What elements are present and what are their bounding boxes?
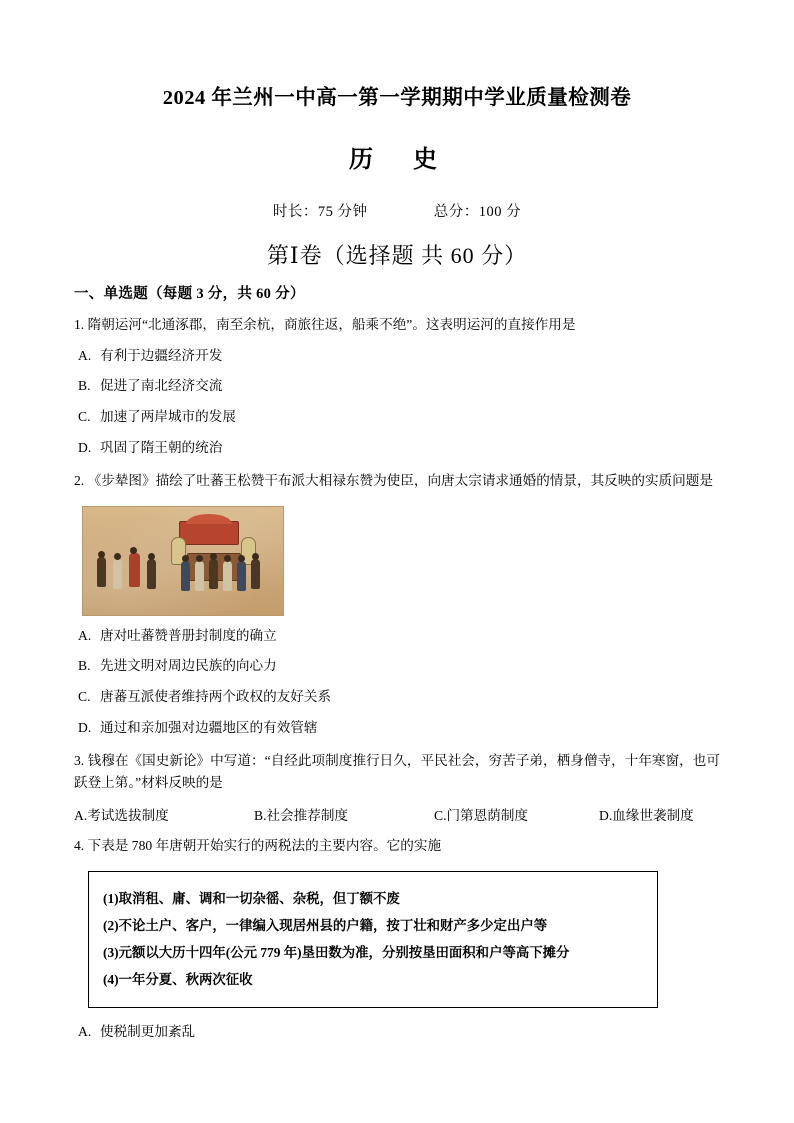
option-label: A. [78, 627, 92, 643]
option-item[interactable] [254, 804, 434, 824]
figure-person [237, 561, 246, 591]
person-head [252, 553, 259, 560]
option-item[interactable] [74, 345, 720, 367]
option-text: 社会推荐制度 [266, 807, 349, 823]
table-row: (2)不论土户、客户，一律编入现居州县的户籍，按丁壮和财产多少定出户等 [103, 917, 548, 933]
option-text: 加速了两岸城市的发展 [100, 409, 236, 425]
painting-figure [82, 506, 284, 616]
person-head [210, 553, 217, 560]
option-text: 促进了南北经济交流 [100, 378, 223, 394]
person-head [130, 547, 137, 554]
option-label: C. [434, 807, 447, 823]
question-number: 4. [74, 837, 85, 853]
question-stem [74, 470, 720, 492]
person-head [196, 555, 203, 562]
subject-title: 历 史 [349, 146, 445, 173]
question-stem [74, 314, 720, 336]
option-item[interactable] [74, 655, 720, 677]
option-text: 考试选拔制度 [87, 807, 169, 823]
option-text: 先进文明对周边民族的向心力 [100, 658, 277, 674]
option-text: 使税制更加紊乱 [100, 1024, 196, 1040]
option-item[interactable] [74, 1021, 720, 1043]
table-row: (4)一年分夏、秋两次征收 [103, 972, 253, 988]
question-stem [74, 750, 720, 794]
option-item[interactable] [434, 804, 599, 824]
option-item[interactable] [74, 686, 720, 708]
table-row: (3)元额以大历十四年(公元 779 年)垦田数为准，分别按垦田面积和户等高下摊分 [103, 944, 570, 960]
figure-person [129, 553, 140, 587]
section-title: 第Ⅰ卷（选择题 共 60 分） [266, 242, 528, 268]
option-item[interactable] [74, 804, 254, 824]
option-label: D. [599, 807, 613, 823]
figure-person [209, 559, 218, 589]
option-label: D. [78, 719, 92, 735]
option-text: 有利于边疆经济开发 [100, 347, 223, 363]
question-text: 《步辇图》描绘了吐蕃王松赞干布派大相禄东赞为使臣，向唐太宗请求通婚的情景，其反映的实质问题是 [87, 472, 713, 488]
person-head [114, 553, 121, 560]
option-text: 血缘世袭制度 [612, 807, 694, 823]
question-type-heading: 一、单选题（每题 3 分，共 60 分） [74, 285, 305, 302]
question-text: 钱穆在《国史新论》中写道：“自经此项制度推行日久，平民社会，穷苦子弟，栖身僧寺，十年寒窗，也可跃登上第。”材料反映的是 [74, 752, 720, 790]
option-label: A. [78, 1024, 92, 1040]
table-row: (1)取消租、庸、调和一切杂徭、杂税，但丁额不废 [103, 890, 400, 906]
option-label: A. [74, 807, 88, 823]
option-label: B. [254, 807, 267, 823]
exam-meta [74, 200, 720, 221]
figure-person [97, 557, 106, 587]
option-label: B. [78, 658, 91, 674]
option-item[interactable] [74, 406, 720, 428]
option-label: D. [78, 439, 92, 455]
option-item[interactable] [74, 625, 720, 647]
figure-person [113, 559, 122, 589]
option-label: C. [78, 409, 91, 425]
question-stem [74, 835, 720, 857]
duration-label: 时长：75 分钟 [272, 203, 368, 220]
question-number: 3. [74, 752, 85, 768]
option-item[interactable] [74, 437, 720, 459]
total-score-label: 总分：100 分 [433, 203, 522, 220]
option-row [74, 804, 720, 824]
page-title: 2024 年兰州一中高一第一学期期中学业质量检测卷 [162, 87, 632, 109]
figure-person [181, 561, 190, 591]
option-label: A. [78, 347, 92, 363]
option-item[interactable] [599, 804, 694, 824]
figure-person [195, 561, 204, 591]
option-label: B. [78, 378, 91, 394]
person-head [98, 551, 105, 558]
option-text: 唐对吐蕃赞普册封制度的确立 [100, 627, 277, 643]
option-item[interactable] [74, 375, 720, 397]
figure-person [251, 559, 260, 589]
option-text: 唐蕃互派使者维持两个政权的友好关系 [100, 689, 332, 705]
person-head [148, 553, 155, 560]
option-text: 通过和亲加强对边疆地区的有效管辖 [100, 719, 318, 735]
canopy-icon [179, 521, 239, 545]
option-item[interactable] [74, 717, 720, 739]
content-table [88, 871, 658, 1008]
question-text: 下表是 780 年唐朝开始实行的两税法的主要内容。它的实施 [87, 837, 442, 853]
option-label: C. [78, 689, 91, 705]
question-number: 1. [74, 316, 85, 332]
question-text: 隋朝运河“北通涿郡，南至余杭，商旅往返，船乘不绝”。这表明运河的直接作用是 [87, 316, 576, 332]
person-head [224, 555, 231, 562]
person-head [238, 555, 245, 562]
question-number: 2. [74, 472, 85, 488]
option-text: 门第恩荫制度 [446, 807, 529, 823]
option-text: 巩固了隋王朝的统治 [100, 439, 223, 455]
figure-person [147, 559, 156, 589]
person-head [182, 555, 189, 562]
figure-person [223, 561, 232, 591]
